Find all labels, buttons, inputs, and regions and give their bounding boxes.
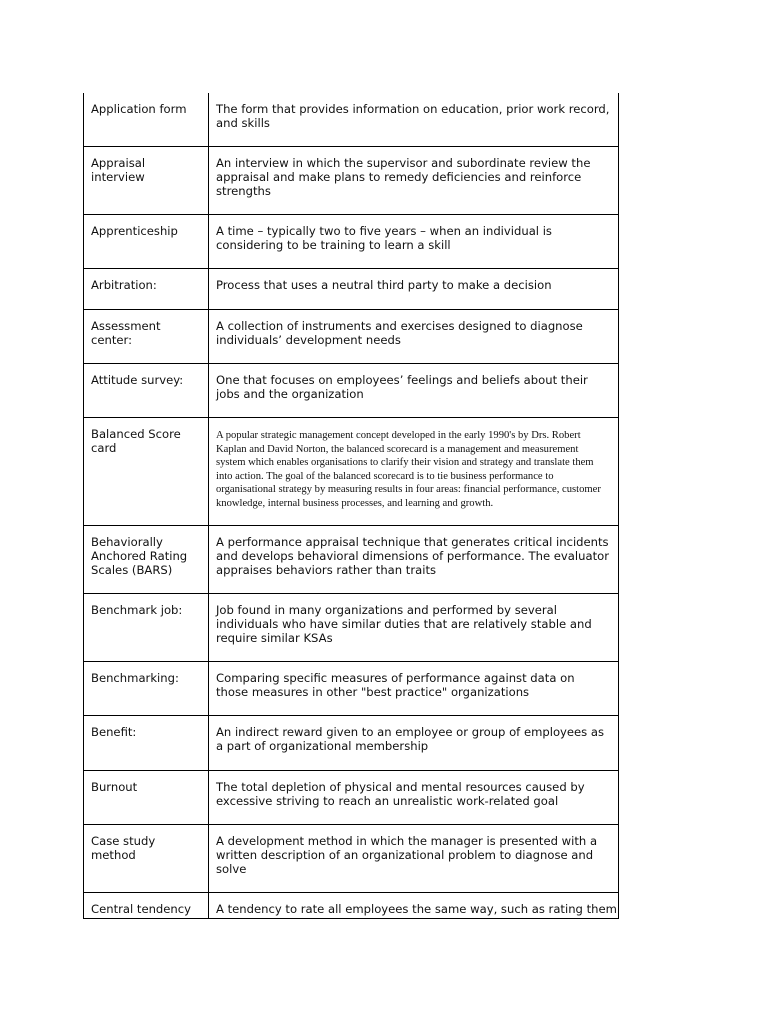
term-cell: Benefit: <box>84 716 209 770</box>
definition-cell: The form that provides information on education, prior work record, and skills <box>216 102 610 130</box>
table-row <box>84 418 618 526</box>
definition-cell: A collection of instruments and exercises designed to diagnose individuals’ development needs <box>216 319 583 347</box>
term-cell: Benchmarking: <box>84 662 209 715</box>
definition-cell: An indirect reward given to an employee or group of employees as a part of organizational membership <box>216 725 605 753</box>
definition-cell: One that focuses on employees’ feelings and beliefs about their jobs and the organization <box>216 373 588 401</box>
table-row <box>84 93 618 147</box>
table-row <box>84 716 618 771</box>
table-row <box>84 594 618 662</box>
definition-cell: An interview in which the supervisor and subordinate review the appraisal and make plans to remedy deficiencies and reinforce strengths <box>216 156 591 198</box>
definition-cell: Process that uses a neutral third party to make a decision <box>216 278 552 292</box>
definition-cell: Comparing specific measures of performance against data on those measures in other "best practice" organizations <box>216 671 575 699</box>
table-row <box>84 215 618 269</box>
table-row <box>84 662 618 716</box>
table-row <box>84 771 618 825</box>
term-cell: Central tendency <box>84 893 209 918</box>
table-row <box>84 825 618 893</box>
term-cell: Behaviorally Anchored Rating Scales (BARS) <box>84 526 209 593</box>
definition-cell: Job found in many organizations and performed by several individuals who have similar duties that are relatively stable and require similar KSAs <box>216 603 592 645</box>
term-cell: Arbitration: <box>84 269 209 309</box>
definition-cell: A development method in which the manager is presented with a written description of an organizational problem to diagnose and solve <box>216 834 598 876</box>
term-cell: Burnout <box>84 771 209 824</box>
table-row <box>84 147 618 215</box>
term-cell: Assessment center: <box>84 310 209 363</box>
table-row <box>84 310 618 364</box>
table-row <box>84 893 618 918</box>
term-cell: Attitude survey: <box>84 364 209 417</box>
definition-cell: The total depletion of physical and mental resources caused by excessive striving to reach an unrealistic work-related goal <box>216 780 585 808</box>
definition-cell: A popular strategic management concept developed in the early 1990's by Drs. Robert Kaplan and David Norton, the balanced scorecard is a management and measurement system which enables organisations to clarify their vision and strategy and translate them into action. The goal of the balanced scorecard is to tie business performance to organisational strategy by measuring results in four areas: financial performance, customer knowledge, internal business processes, and learning and growth. <box>216 430 601 509</box>
term-cell: Balanced Score card <box>84 418 209 525</box>
glossary-table <box>83 93 619 919</box>
term-cell: Appraisal interview <box>84 147 209 214</box>
definition-cell: A time – typically two to five years – when an individual is considering to be training to learn a skill <box>216 224 552 252</box>
definition-cell: A tendency to rate all employees the same way, such as rating them <box>216 902 617 916</box>
table-row <box>84 526 618 594</box>
table-row <box>84 364 618 418</box>
table-row <box>84 269 618 310</box>
term-cell: Apprenticeship <box>84 215 209 268</box>
term-cell: Application form <box>84 93 209 146</box>
term-cell: Case study method <box>84 825 209 892</box>
term-cell: Benchmark job: <box>84 594 209 661</box>
definition-cell: A performance appraisal technique that generates critical incidents and develops behavioral dimensions of performance. The evaluator appraises behaviors rather than traits <box>216 535 609 577</box>
